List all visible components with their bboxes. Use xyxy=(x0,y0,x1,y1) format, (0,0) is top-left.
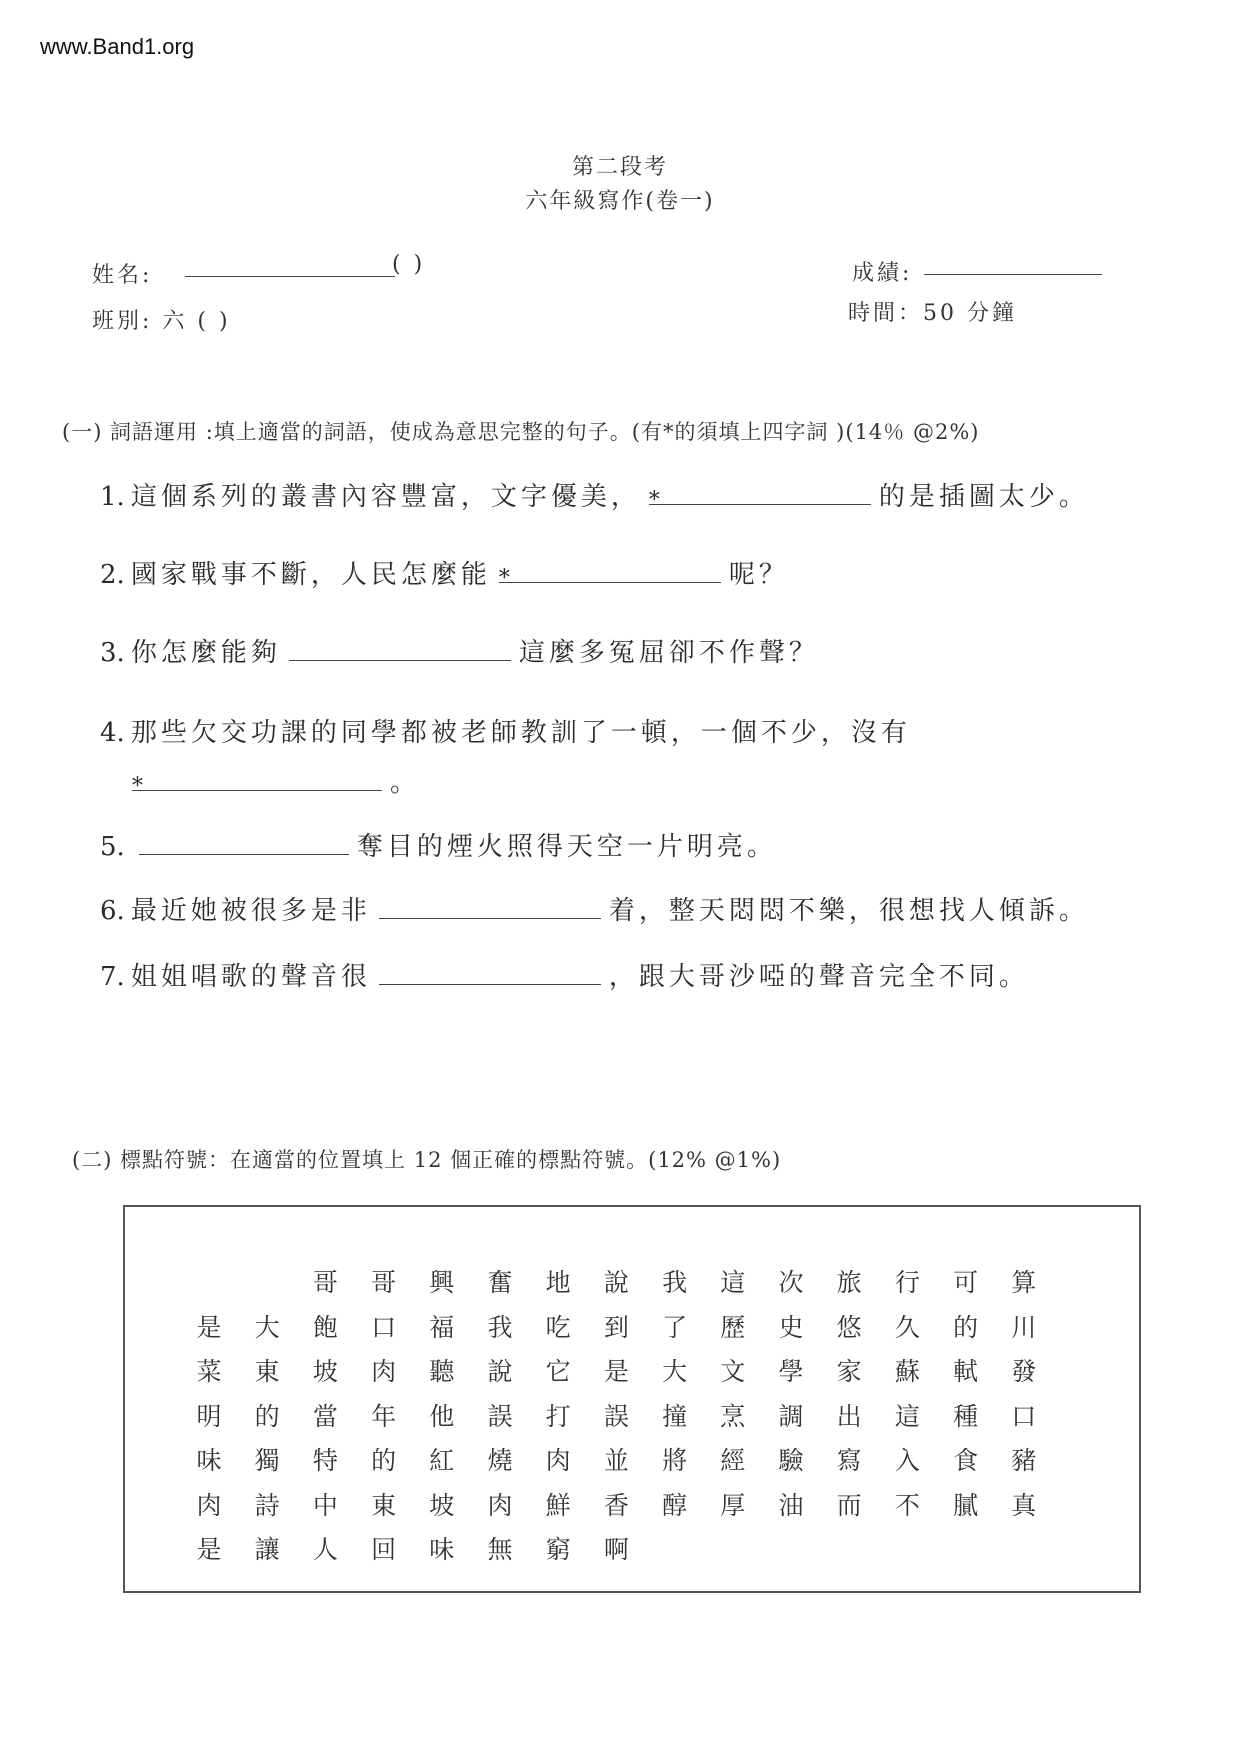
question-5 xyxy=(100,826,777,863)
question-text-end: 呢？ xyxy=(728,560,789,590)
passage-character: 東 xyxy=(371,1490,397,1520)
question-text-end: 這麼多冤屈卻不作聲？ xyxy=(518,638,819,668)
class-number-paren: ( ) xyxy=(392,252,426,277)
passage-character: 鮮 xyxy=(545,1490,571,1520)
passage-character: 回 xyxy=(371,1535,397,1564)
question-text: 姐姐唱歌的聲音很 xyxy=(130,962,371,992)
exam-title: 第二段考 xyxy=(571,155,668,180)
time-label: 時間：50 分鐘 xyxy=(848,301,1017,326)
passage-character: 撞 xyxy=(662,1401,688,1431)
question-number: 3. xyxy=(100,638,125,668)
four-char-marker: * xyxy=(498,566,510,591)
passage-character: 次 xyxy=(778,1268,804,1297)
passage-character: 年 xyxy=(371,1401,397,1431)
passage-character: 哥 xyxy=(371,1268,397,1297)
passage-character: 是 xyxy=(196,1535,222,1564)
passage-character: 奮 xyxy=(487,1268,513,1297)
question-text-end: 的是插圖太少。 xyxy=(878,482,1089,512)
passage-character: 烹 xyxy=(720,1401,746,1431)
passage-character: 的 xyxy=(371,1446,397,1475)
question-number: 2. xyxy=(100,560,125,590)
passage-character: 讓 xyxy=(254,1535,280,1564)
question-text-end: 着，整天悶悶不樂，很想找人傾訴。 xyxy=(608,896,1089,926)
passage-character: 可 xyxy=(953,1268,979,1297)
passage-character: 詩 xyxy=(254,1490,280,1520)
question-number: 1. xyxy=(100,482,125,512)
answer-blank-3[interactable] xyxy=(289,638,511,661)
passage-character: 福 xyxy=(429,1312,455,1342)
four-char-marker: * xyxy=(132,774,143,799)
question-6 xyxy=(100,890,1089,927)
name-label: 姓名: xyxy=(92,263,153,288)
question-text-end: 奪目的煙火照得天空一片明亮。 xyxy=(356,832,777,862)
passage-character: 入 xyxy=(894,1446,920,1475)
passage-character: 歷 xyxy=(720,1312,746,1342)
passage-character: 經 xyxy=(720,1446,746,1475)
passage-character: 厚 xyxy=(720,1490,746,1520)
passage-character: 而 xyxy=(836,1490,862,1520)
passage-character: 無 xyxy=(487,1535,513,1564)
score-field[interactable] xyxy=(924,256,1102,279)
passage-character: 誤 xyxy=(487,1401,513,1431)
answer-blank-1[interactable] xyxy=(648,482,871,513)
passage-character: 算 xyxy=(1011,1268,1037,1297)
answer-blank-2[interactable] xyxy=(498,560,721,591)
passage-character: 打 xyxy=(545,1401,571,1431)
question-number: 5. xyxy=(100,832,125,862)
question-2 xyxy=(100,554,789,591)
passage-character: 它 xyxy=(545,1357,571,1386)
passage-character: 種 xyxy=(953,1401,979,1431)
passage-character: 大 xyxy=(254,1312,280,1342)
question-7 xyxy=(100,956,1029,993)
passage-character: 學 xyxy=(778,1357,804,1386)
passage-character: 是 xyxy=(196,1312,222,1342)
passage-character: 地 xyxy=(545,1268,571,1297)
passage-character: 醇 xyxy=(662,1490,688,1520)
passage-character: 肉 xyxy=(371,1357,397,1386)
score-label: 成績: xyxy=(852,261,913,286)
question-text-end: ，跟大哥沙啞的聲音完全不同。 xyxy=(608,962,1029,992)
passage-character: 到 xyxy=(603,1312,629,1342)
passage-character: 出 xyxy=(836,1401,862,1431)
question-4-continued xyxy=(132,762,420,799)
question-text: 那些欠交功課的同學都被老師教訓了一頓，一個不少，沒有 xyxy=(130,718,911,748)
class-label: 班別: 六 ( ) xyxy=(92,309,231,334)
punctuation-passage-box xyxy=(123,1205,1141,1593)
passage-character: 我 xyxy=(487,1312,513,1342)
passage-character: 香 xyxy=(603,1490,629,1520)
passage-character: 是 xyxy=(603,1357,629,1386)
passage-character: 的 xyxy=(254,1401,280,1431)
passage-character: 口 xyxy=(371,1312,397,1342)
passage-character: 發 xyxy=(1011,1357,1037,1386)
passage-character: 菜 xyxy=(196,1357,222,1386)
exam-subtitle: 六年級寫作(卷一) xyxy=(525,189,715,214)
passage-character: 燒 xyxy=(487,1446,513,1475)
question-number: 7. xyxy=(100,962,125,992)
passage-character: 誤 xyxy=(603,1401,629,1431)
passage-character: 行 xyxy=(894,1268,920,1297)
section2-title: (二) 標點符號：在適當的位置填上 12 個正確的標點符號。(12% @1%) xyxy=(72,1148,782,1172)
passage-character: 食 xyxy=(953,1446,979,1475)
passage-character: 窮 xyxy=(545,1535,571,1564)
passage-character: 吃 xyxy=(545,1312,571,1342)
passage-character: 油 xyxy=(778,1490,804,1520)
passage-character: 飽 xyxy=(312,1312,338,1342)
passage-character: 膩 xyxy=(953,1490,979,1520)
passage-character: 肉 xyxy=(545,1446,571,1475)
passage-character: 史 xyxy=(778,1312,804,1342)
passage-character: 說 xyxy=(603,1268,629,1297)
passage-character: 肉 xyxy=(487,1490,513,1520)
passage-character: 味 xyxy=(429,1535,455,1564)
passage-character: 坡 xyxy=(312,1357,338,1386)
passage-character: 東 xyxy=(254,1357,280,1386)
passage-character: 紅 xyxy=(429,1446,455,1475)
question-text: 國家戰事不斷，人民怎麼能 xyxy=(130,560,491,590)
passage-character: 興 xyxy=(429,1268,455,1297)
passage-character: 哥 xyxy=(312,1268,338,1297)
passage-character: 悠 xyxy=(836,1312,862,1342)
name-field[interactable] xyxy=(185,258,395,281)
question-number: 4. xyxy=(100,718,125,748)
passage-character: 久 xyxy=(894,1312,920,1342)
passage-character: 明 xyxy=(196,1401,222,1431)
passage-character: 真 xyxy=(1011,1490,1037,1520)
question-3 xyxy=(100,632,819,669)
passage-character: 寫 xyxy=(836,1446,862,1475)
passage-character: 味 xyxy=(196,1446,222,1475)
passage-character: 聽 xyxy=(429,1357,455,1386)
answer-blank-7[interactable] xyxy=(379,962,601,985)
answer-blank-5[interactable] xyxy=(139,832,349,855)
passage-character: 人 xyxy=(312,1535,338,1564)
passage-character: 獨 xyxy=(254,1446,280,1475)
passage-character: 旅 xyxy=(836,1268,862,1297)
four-char-marker: * xyxy=(648,488,660,513)
passage-character: 川 xyxy=(1011,1312,1037,1342)
question-text: 最近她被很多是非 xyxy=(130,896,371,926)
passage-character: 調 xyxy=(778,1401,804,1431)
passage-character: 他 xyxy=(429,1401,455,1431)
passage-character: 豬 xyxy=(1011,1446,1037,1475)
passage-character: 大 xyxy=(662,1357,688,1386)
passage-character: 驗 xyxy=(778,1446,804,1475)
passage-character: 啊 xyxy=(603,1535,629,1564)
answer-blank-6[interactable] xyxy=(379,896,601,919)
site-watermark: www.Band1.org xyxy=(40,34,195,59)
passage-character: 說 xyxy=(487,1357,513,1386)
passage-character: 家 xyxy=(836,1357,862,1386)
question-4 xyxy=(100,712,911,749)
question-number: 6. xyxy=(100,896,125,926)
passage-character: 將 xyxy=(662,1446,688,1475)
passage-character: 軾 xyxy=(953,1357,979,1386)
passage-character: 坡 xyxy=(429,1490,455,1520)
passage-character: 肉 xyxy=(196,1490,222,1520)
passage-character: 的 xyxy=(953,1312,979,1342)
passage-character: 當 xyxy=(312,1401,338,1431)
question-1 xyxy=(100,476,1089,513)
question-text-end: 。 xyxy=(390,768,421,798)
passage-character: 中 xyxy=(312,1490,338,1520)
passage-character: 特 xyxy=(312,1446,338,1475)
passage-character: 了 xyxy=(662,1312,688,1342)
passage-character: 我 xyxy=(662,1268,688,1297)
answer-blank-4[interactable] xyxy=(132,768,382,799)
section1-title: (一) 詞語運用 :填上適當的詞語，使成為意思完整的句子。(有*的須填上四字詞 )(14％ @2%) xyxy=(62,420,980,444)
question-text: 你怎麼能夠 xyxy=(130,638,281,668)
question-text: 這個系列的叢書內容豐富，文字優美， xyxy=(130,482,641,512)
passage-character: 不 xyxy=(894,1490,920,1520)
passage-character: 文 xyxy=(720,1357,746,1386)
passage-character: 並 xyxy=(603,1446,629,1475)
passage-character: 這 xyxy=(894,1401,920,1431)
passage-character: 這 xyxy=(720,1268,746,1297)
passage-character: 口 xyxy=(1011,1401,1037,1431)
passage-character: 蘇 xyxy=(894,1357,920,1386)
